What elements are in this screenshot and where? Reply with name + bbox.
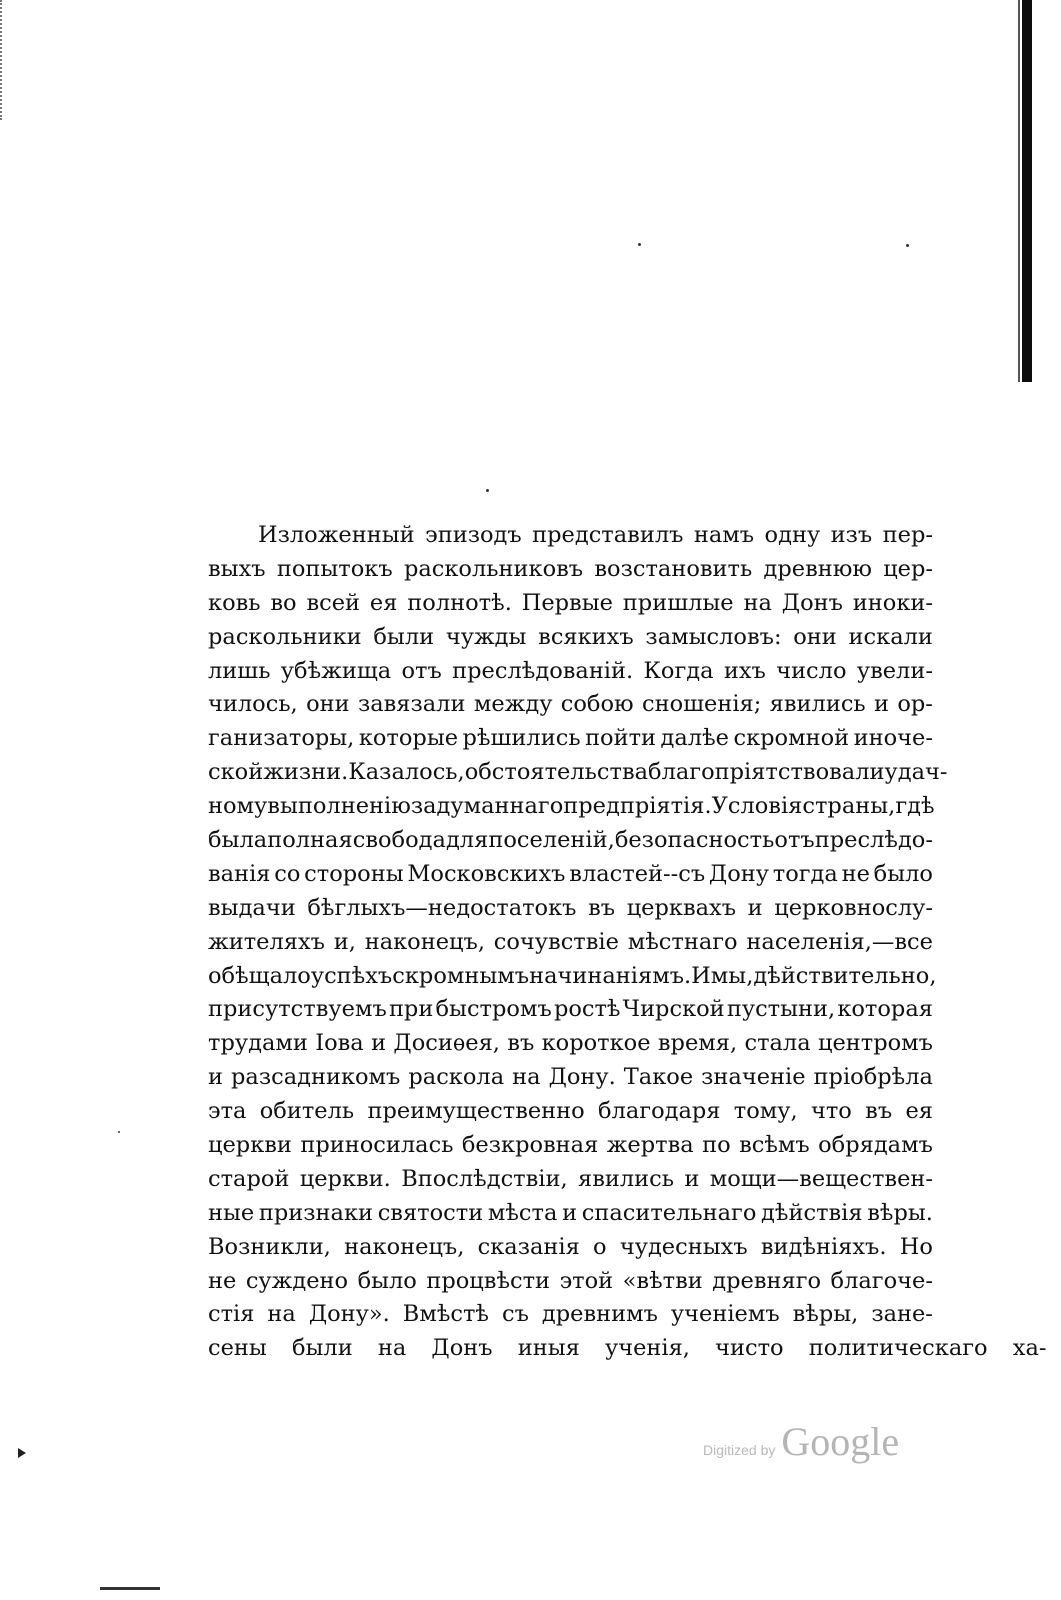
text-line: была полная свобода для поселеній, безопасность отъ преслѣдо- — [208, 827, 933, 854]
watermark-prefix: Digitized by — [703, 1442, 776, 1458]
watermark-brand: Google — [781, 1419, 900, 1464]
text-line: чилось, они завязали между собою сношенія; явились и ор- — [208, 691, 933, 718]
text-line: старой церкви. Впослѣдствіи, явились и мощи—веществен- — [208, 1165, 933, 1192]
text-line: стія на Дону». Вмѣстѣ съ древнимъ ученіемъ вѣры, зане- — [208, 1301, 933, 1328]
text-line: ковь во всей ея полнотѣ. Первые пришлые на Донъ иноки- — [208, 589, 933, 616]
text-line: выдачи бѣглыхъ—недостатокъ въ церквахъ и церковнослу- — [208, 894, 933, 921]
digitized-watermark — [703, 1418, 899, 1465]
text-line: ской жизни. Казалось, обстоятельства благопріятствовали удач- — [208, 759, 948, 786]
binding-shadow-thin — [1018, 0, 1020, 382]
text-line: ванія со стороны Московскихъ властей--съ Дону тогда не было — [208, 860, 933, 887]
page-marker-arrow-icon — [18, 1448, 26, 1458]
text-line: эта обитель преимущественно благодаря тому, что въ ея — [208, 1098, 933, 1125]
text-line: ганизаторы, которые рѣшились пойти далѣе скромной иноче- — [208, 725, 933, 752]
scan-speck — [118, 1131, 120, 1133]
text-line: ные признаки святости мѣста и спасительнаго дѣйствія вѣры. — [208, 1199, 933, 1226]
text-line: не суждено было процвѣсти этой «вѣтви древняго благоче- — [208, 1267, 933, 1294]
text-line: жителяхъ и, наконецъ, сочувствіе мѣстнаго населенія,—все — [208, 928, 933, 955]
text-line: обѣщало успѣхъ скромнымъ начинаніямъ. И мы, дѣйствительно, — [208, 962, 937, 989]
text-line: присутствуемъ при быстромъ ростѣ Чирской пустыни, которая — [208, 996, 933, 1023]
text-line: ному выполненію задуманнаго предпріятія. Условія страны, гдѣ — [208, 793, 935, 820]
text-line: церкви приносилась безкровная жертва по всѣмъ обрядамъ — [208, 1132, 933, 1159]
text-line: лишь убѣжища отъ преслѣдованій. Когда ихъ число увели- — [208, 657, 933, 684]
bottom-edge-mark — [100, 1587, 160, 1590]
text-line: Возникли, наконецъ, сказанія о чудесныхъ видѣніяхъ. Но — [208, 1233, 933, 1260]
scan-speck — [906, 244, 909, 247]
text-line: раскольники были чужды всякихъ замысловъ: они искали — [208, 623, 933, 650]
scan-speck — [486, 489, 489, 492]
body-text — [208, 519, 1047, 1366]
text-line: Изложенный эпизодъ представилъ намъ одну изъ пер- — [258, 522, 933, 548]
binding-shadow — [1022, 0, 1032, 382]
text-line: и разсадникомъ раскола на Дону. Такое значеніе пріобрѣла — [208, 1064, 933, 1091]
left-page-edge — [0, 0, 4, 120]
scan-speck — [638, 243, 641, 246]
text-line: сены были на Донъ иныя ученія, чисто политическаго ха- — [208, 1335, 1047, 1362]
text-line: выхъ попытокъ раскольниковъ возстановить древнюю цер- — [208, 555, 933, 582]
text-line: трудами Іова и Досиѳея, въ короткое время, стала центромъ — [208, 1030, 933, 1057]
